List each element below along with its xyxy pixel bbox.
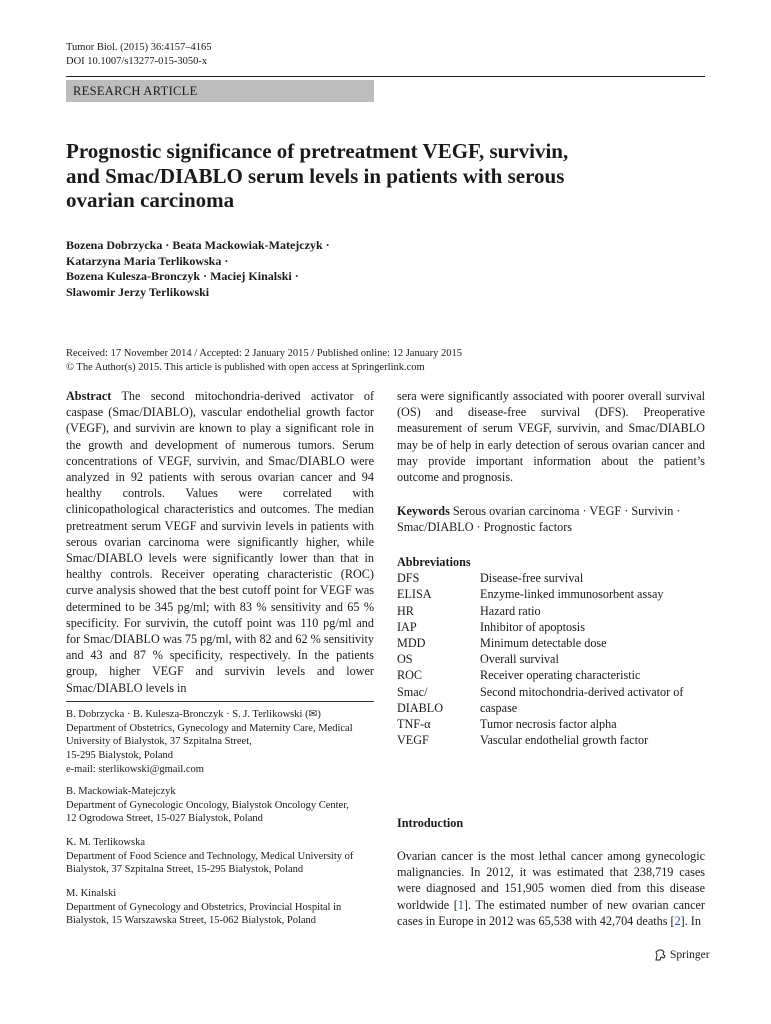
abbreviation-term: HR — [397, 603, 414, 618]
abbreviation-description: Enzyme-linked immunosorbent assay — [480, 587, 664, 602]
abbreviation-description: Receiver operating characteristic — [480, 668, 641, 683]
abbreviation-row — [397, 667, 705, 683]
affiliation-block — [66, 708, 374, 777]
abbreviation-description: Minimum detectable dose — [480, 636, 607, 651]
abbreviation-term: MDD — [397, 636, 426, 651]
intro-text-a: Ovarian cancer is the most lethal cancer among gynecologic malignancies. In 2012, it was estimated that 238,719 cases were diagnosed and 151,905 women died from this disease worldwide [ — [397, 849, 705, 912]
abbreviation-term: DFS — [397, 571, 420, 586]
abbreviation-term: IAP — [397, 619, 417, 634]
abbreviation-row — [397, 684, 705, 700]
abbreviation-term: TNF-α — [397, 717, 431, 732]
reference-link[interactable]: 2 — [674, 913, 681, 928]
affiliation-line: Bialystok, 37 Szpitalna Street, 15-295 Bialystok, Poland — [66, 864, 304, 876]
abbreviation-row — [397, 635, 705, 651]
article-type-banner — [66, 80, 374, 102]
abstract-text-continued: sera were significantly associated with poorer overall survival (OS) and disease-free survival (DFS). Preoperative measurement of serum VEGF, survivin, and Smac/DIABLO may be of help in early detection of serous ovarian cancer and may provide important information about the patient’s outcome and prognosis. — [397, 389, 705, 485]
abstract-left — [66, 388, 374, 696]
intro-text-b: ]. The estimated number of new ovarian cancer cases in Europe in 2012 was 65,538 with 42,704 deaths [ — [397, 897, 705, 928]
author-list — [66, 238, 330, 300]
abstract-label: Abstract — [66, 389, 112, 403]
author-line: Slawomir Jerzy Terlikowski — [66, 284, 210, 299]
title-line: Prognostic significance of pretreatment VEGF, survivin, — [66, 139, 569, 163]
introduction-text — [397, 848, 705, 929]
article-title — [66, 139, 666, 213]
keywords-text: Serous ovarian carcinoma · VEGF · Survivin · Smac/DIABLO · Prognostic factors — [397, 504, 681, 535]
abbreviation-row — [397, 732, 705, 748]
publication-dates — [66, 347, 462, 374]
affiliation-names: B. Mackowiak-Matejczyk — [66, 786, 176, 797]
abbreviations-list — [397, 554, 705, 748]
keywords-label: Keywords — [397, 504, 450, 518]
abbreviation-row — [397, 700, 705, 716]
intro-text-c: ]. In — [680, 913, 701, 928]
abbreviation-term: Smac/ — [397, 684, 428, 699]
abbreviation-description: Tumor necrosis factor alpha — [480, 717, 617, 732]
header-rule — [66, 76, 705, 77]
affiliation-line: Department of Gynecology and Obstetrics, Provincial Hospital in — [66, 901, 342, 913]
abbreviation-row — [397, 603, 705, 619]
affiliation-block — [66, 887, 374, 928]
abbreviation-term: OS — [397, 652, 413, 667]
affiliation-block — [66, 836, 374, 877]
abbreviation-description: Inhibitor of apoptosis — [480, 619, 585, 634]
title-line: and Smac/DIABLO serum levels in patients with serous — [66, 163, 565, 188]
springer-horse-icon — [653, 948, 667, 962]
abbreviation-row — [397, 651, 705, 667]
abbreviation-term: ROC — [397, 668, 423, 683]
affiliation-line: University of Bialystok, 37 Szpitalna Street, — [66, 736, 252, 748]
doi-line: DOI 10.1007/s13277-015-3050-x — [66, 56, 208, 67]
journal-line: Tumor Biol. (2015) 36:4157–4165 — [66, 42, 212, 53]
reference-link[interactable]: 1 — [457, 897, 464, 912]
abstract-right — [397, 388, 705, 485]
publisher-name: Springer — [670, 949, 710, 961]
abbreviations-heading: Abbreviations — [397, 555, 471, 569]
author-line: Bozena Dobrzycka · Beata Mackowiak-Matejczyk · — [66, 238, 330, 252]
author-line: Bozena Kulesza-Bronczyk · Maciej Kinalski · — [66, 269, 299, 283]
affiliation-names: M. Kinalski — [66, 888, 117, 899]
abbreviation-row — [397, 716, 705, 732]
abbreviation-row — [397, 619, 705, 635]
footnote-rule — [66, 701, 374, 702]
abbreviation-description: Overall survival — [480, 652, 559, 667]
affiliation-line: Department of Food Science and Technology, Medical University of — [66, 850, 354, 862]
journal-citation — [66, 41, 211, 69]
introduction-heading: Introduction — [397, 816, 464, 830]
abbreviation-term: ELISA — [397, 587, 432, 602]
abbreviation-term: DIABLO — [397, 700, 444, 715]
article-type-label: RESEARCH ARTICLE — [73, 84, 198, 98]
publisher-logo — [653, 948, 710, 962]
affiliation-line: Department of Obstetrics, Gynecology and Maternity Care, Medical — [66, 722, 353, 734]
affiliation-line: e-mail: sterlikowski@gmail.com — [66, 763, 204, 775]
abbreviation-description: Disease-free survival — [480, 571, 584, 586]
keywords — [397, 503, 705, 535]
abstract-text: The second mitochondria-derived activator of caspase (Smac/DIABLO), vascular endothelial growth factor (VEGF), and survivin are known to play a significant role in the growth and development of numerous tumors. Serum concentrations of VEGF, survivin, and Smac/DIABLO were analyzed in 92 patients with serous ovarian cancer and 94 healthy controls. Values were correlated with clinicopathological characteristics and outcomes. The median pretreatment serum VEGF and survivin levels in patients with serous ovarian carcinoma were significantly higher, while Smac/DIABLO levels were significantly lower than that in healthy controls. Receiver operating characteristic (ROC) curve analysis showed that the best cutoff point for VEGF was determined to be 345 pg/ml; with 83 % sensitivity and 65 % specificity. For survivin, the cutoff point was 110 pg/ml and for Smac/DIABLO was 75 pg/ml, with 82 and 62 % sensitivity and 43 and 87 % specificity, respectively. In the patients group, higher VEGF and survivin levels and lower Smac/DIABLO levels in — [66, 389, 374, 695]
affiliation-line: Department of Gynecologic Oncology, Bialystok Oncology Center, — [66, 799, 349, 811]
abbreviation-description: Hazard ratio — [480, 603, 541, 618]
affiliation-names: K. M. Terlikowska — [66, 837, 145, 848]
affiliation-line: Bialystok, 15 Warszawska Street, 15-062 Bialystok, Poland — [66, 915, 317, 927]
dates-line: Received: 17 November 2014 / Accepted: 2 January 2015 / Published online: 12 January 2015 — [66, 348, 463, 359]
abbreviation-term: VEGF — [397, 733, 429, 748]
copyright-line: © The Author(s) 2015. This article is published with open access at Springerlink.com — [66, 361, 425, 373]
abbreviation-row — [397, 586, 705, 602]
abbreviation-description: Vascular endothelial growth factor — [480, 733, 649, 748]
abbreviation-description: Second mitochondria-derived activator of — [480, 684, 684, 699]
abbreviation-description: caspase — [480, 700, 518, 715]
affiliation-block — [66, 785, 374, 826]
title-line: ovarian carcinoma — [66, 188, 235, 212]
abbreviation-row — [397, 570, 705, 586]
author-line: Katarzyna Maria Terlikowska · — [66, 253, 229, 268]
affiliation-line: 15-295 Bialystok, Poland — [66, 750, 174, 762]
affiliation-names: B. Dobrzycka · B. Kulesza-Bronczyk · S. J. Terlikowski (✉) — [66, 709, 321, 720]
affiliation-line: 12 Ogrodowa Street, 15-027 Bialystok, Poland — [66, 813, 263, 825]
